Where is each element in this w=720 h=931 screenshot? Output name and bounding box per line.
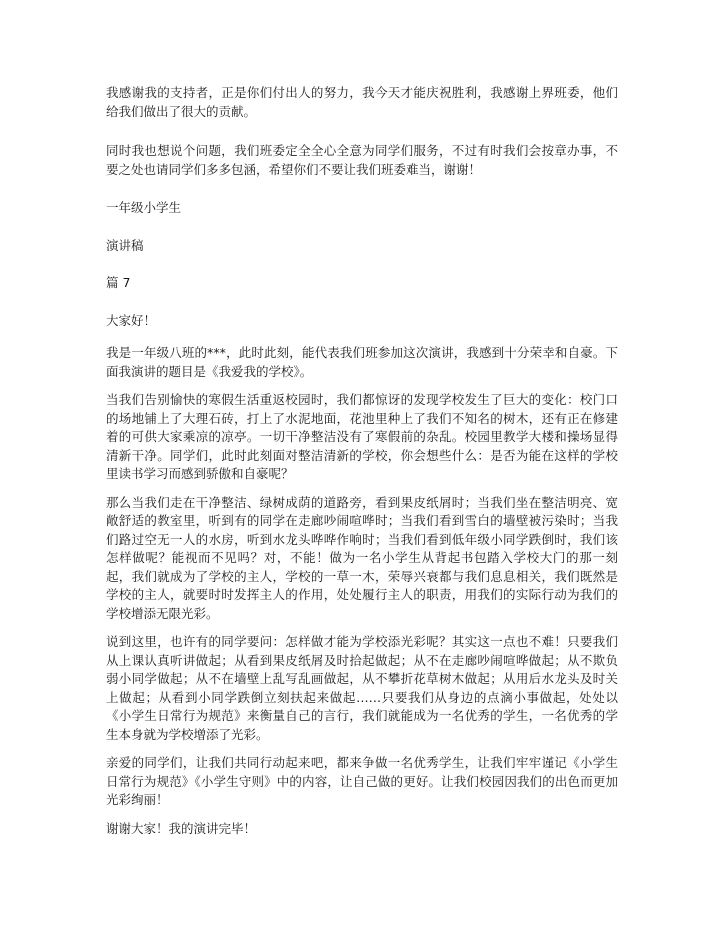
paragraph-how-to-help: 说到这里，也许有的同学要问：怎样做才能为学校添光彩呢？其实这一点也不难！只要我们从上课认真听讲做起；从看到果皮纸屑及时拾起做起；从不在走廊吵闹喧哗做起；从不欺负弱小同学做起；从不在墙壁上乱写乱画做起，从不攀折花草树木做起；从用后水龙头及时关上做起；从看到小同学跌倒立刻扶起来做起……只要我们从身边的点滴小事做起，处处以《小学生日常行为规范》来衡量自己的言行，我们就能成为一名优秀的学生，一名优秀的学生本身就为学校增添了光彩。 [106, 634, 618, 742]
paragraph-thanks: 我感谢我的支持者，正是你们付出人的努力，我今天才能庆祝胜利，我感谢上界班委，他们给我们做出了很大的贡献。 [106, 85, 618, 119]
document-page [106, 84, 618, 848]
heading-grade: 一年级小学生 [106, 200, 182, 215]
heading-speech: 演讲稿 [106, 237, 144, 253]
paragraph-call-to-action: 亲爱的同学们，让我们共同行动起来吧，都来争做一名优秀学生，让我们牢牢谨记《小学生日常行为规范》《小学生守则》中的内容，让自己做的更好。让我们校园因我们的出色而更加光彩绚丽！ [106, 755, 618, 807]
paragraph-class-committee: 同时我也想说个问题，我们班委定全全心全意为同学们服务，不过有时我们会按章办事，不要之处也请同学们多多包涵，希望你们不要让我们班委难当，谢谢！ [106, 143, 618, 177]
paragraph-closing: 谢谢大家！我的演讲完毕！ [106, 820, 257, 836]
paragraph-introduction: 我是一年级八班的***，此时此刻，能代表我们班参加这次演讲，我感到十分荣幸和自豪。下面我演讲的题目是《我爱我的学校》。 [106, 345, 618, 379]
paragraph-greeting: 大家好！ [106, 312, 157, 328]
heading-section-number: 篇 7 [106, 275, 131, 290]
paragraph-school-masters: 那么当我们走在干净整洁、绿树成荫的道路旁，看到果皮纸屑时；当我们坐在整洁明亮、宽敞舒适的教室里，听到有的同学在走廊吵闹喧哗时；当我们看到雪白的墙壁被污染时；当我们路过空无一人的水房，听到水龙头哗哗作响时；当我们看到低年级小同学跌倒时，我们该怎样做呢？能视而不见吗？对，不能！做为一名小学生从背起书包踏入学校大门的那一刻起，我们就成为了学校的主人，学校的一草一木，荣辱兴衰都与我们息息相关，我们既然是学校的主人，就要时时发挥主人的作用，处处履行主人的职责，用我们的实际行动为我们的学校增添无限光彩。 [106, 494, 618, 621]
paragraph-campus-changes: 当我们告别愉快的寒假生活重返校园时，我们都惊讶的发现学校发生了巨大的变化：校门口的场地铺上了大理石砖，打上了水泥地面，花池里种上了我们不知名的树木，还有正在修建着的可供大家乘凉的凉亭。一切干净整洁没有了寒假前的杂乱。校园里教学大楼和操场显得清新干净。同学们，此时此刻面对整洁清新的学校，你会想些什么：是否为能在这样的学校里读书学习而感到骄傲和自豪呢？ [106, 392, 618, 481]
